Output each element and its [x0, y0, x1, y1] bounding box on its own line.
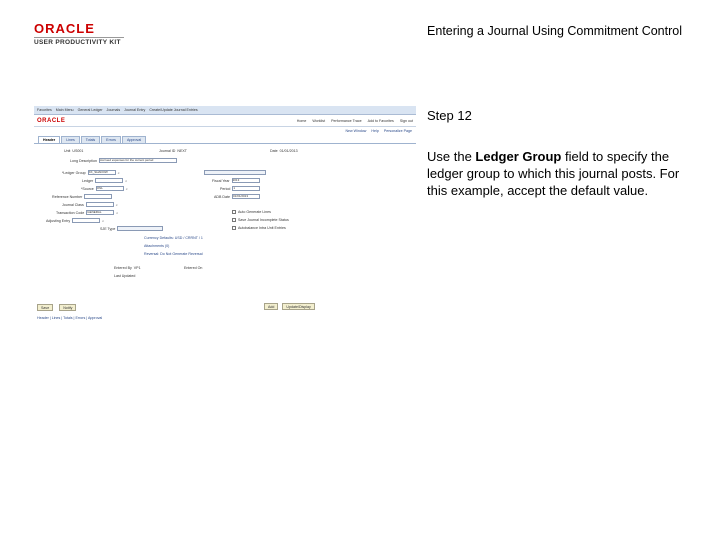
journal-class-label: Journal Class: [62, 202, 84, 207]
long-description-label: Long Description: [70, 158, 97, 163]
entered-by-value: VP1: [133, 266, 141, 270]
update-display-button[interactable]: Update/Display: [282, 303, 314, 310]
tab-approval[interactable]: Approval: [122, 136, 146, 143]
transaction-code-label: Transaction Code: [56, 210, 85, 215]
add-to-favorites-link[interactable]: Add to Favorites: [367, 118, 394, 123]
entered-by-field: [114, 266, 141, 270]
oracle-upk-logo: [34, 22, 124, 46]
tab-header[interactable]: Header: [38, 136, 60, 143]
sje-type-select[interactable]: [117, 226, 163, 231]
worklist-link[interactable]: Worklist: [312, 118, 326, 123]
reference-number-field: [52, 194, 112, 199]
help-link[interactable]: Help: [371, 129, 379, 133]
sje-type-field: [100, 226, 163, 231]
instruction-text-after: field to specify the ledger group to which this journal posts. For this example, accept the default value.: [427, 149, 680, 198]
ledger-label: Ledger: [82, 178, 94, 183]
adb-date-field: [214, 194, 260, 199]
sje-type-label: SJE Type: [100, 226, 116, 231]
sign-out-link[interactable]: Sign out: [399, 118, 413, 123]
unit-field: [64, 149, 83, 153]
unit-label: Unit: [64, 149, 71, 153]
breadcrumb: [34, 106, 416, 115]
journal-class-input[interactable]: [86, 202, 114, 207]
transaction-code-input[interactable]: GENERAL: [86, 210, 114, 215]
entered-by-label: Entered By: [114, 266, 132, 270]
tab-totals[interactable]: Totals: [81, 136, 100, 143]
ledger-group-select-field: [204, 170, 266, 175]
save-button[interactable]: Save: [37, 304, 53, 311]
header-panel: [34, 143, 416, 313]
application-screenshot: [34, 106, 416, 326]
adjusting-entry-field: [46, 218, 104, 223]
app-logo: ORACLE: [37, 117, 66, 124]
breadcrumb-item[interactable]: Journals: [106, 108, 121, 112]
source-label: *Source: [81, 186, 94, 191]
adb-date-label: ADB Date: [214, 194, 230, 199]
adb-date-input[interactable]: 01/01/2013: [232, 194, 260, 199]
header-links: [297, 119, 413, 123]
page-title: Entering a Journal Using Commitment Control: [427, 24, 682, 38]
fiscal-year-input[interactable]: 2013: [232, 178, 260, 183]
long-description-input[interactable]: Accrued expenses for the current period: [99, 158, 177, 163]
autobalance-checkbox[interactable]: [232, 226, 236, 230]
app-header: [34, 115, 416, 127]
reference-number-label: Reference Number: [52, 194, 83, 199]
logo-product: USER PRODUCTIVITY KIT: [34, 37, 124, 46]
tab-lines[interactable]: Lines: [61, 136, 80, 143]
save-incomplete-checkbox[interactable]: [232, 218, 236, 222]
page-links: [34, 127, 416, 135]
add-button[interactable]: Add: [264, 303, 278, 310]
tab-errors[interactable]: Errors: [101, 136, 121, 143]
journal-id-value: NEXT: [177, 149, 187, 153]
performance-trace-link[interactable]: Performance Trace: [331, 118, 362, 123]
button-bar-right: [264, 303, 315, 310]
option-auto-generate: [232, 210, 271, 214]
auto-generate-label: Auto Generate Lines: [238, 210, 271, 214]
entered-on-field: [184, 266, 202, 270]
source-field: [81, 186, 128, 191]
long-description-field: [70, 158, 177, 163]
ledger-field: [82, 178, 127, 183]
ledger-group-select[interactable]: [204, 170, 266, 175]
ledger-group-label: *Ledger Group: [62, 170, 86, 175]
instruction-text-before: Use the: [427, 149, 476, 164]
journal-id-label: Journal ID: [159, 149, 176, 153]
last-updated-field: [114, 274, 135, 278]
attachments-link[interactable]: Attachments (0): [144, 244, 170, 248]
adjusting-entry-label: Adjusting Entry: [46, 218, 71, 223]
ledger-group-field: [62, 170, 120, 175]
lookup-icon[interactable]: ⌕: [115, 202, 118, 207]
unit-value: US001: [72, 149, 84, 153]
breadcrumb-item[interactable]: General Ledger: [77, 108, 103, 112]
notify-button[interactable]: Notify: [59, 304, 76, 311]
fiscal-year-label: Fiscal Year: [212, 178, 230, 183]
lookup-icon[interactable]: ⌕: [125, 186, 128, 191]
ledger-group-input[interactable]: KK_SHADOW: [88, 170, 116, 175]
source-input[interactable]: ONL: [96, 186, 124, 191]
breadcrumb-item[interactable]: Favorites: [37, 108, 52, 112]
date-label: Date: [270, 149, 278, 153]
lookup-icon[interactable]: ⌕: [125, 178, 128, 183]
footer-tab-links[interactable]: Header | Lines | Totals | Errors | Approval: [37, 316, 103, 320]
reversal-link[interactable]: Reversal: Do Not Generate Reversal: [144, 252, 203, 256]
entered-on-label: Entered On: [184, 266, 203, 270]
personalize-page-link[interactable]: Personalize Page: [383, 129, 412, 133]
save-incomplete-label: Save Journal Incomplete Status: [238, 218, 289, 222]
new-window-link[interactable]: New Window: [345, 129, 367, 133]
journal-id-field: [159, 149, 187, 153]
breadcrumb-item[interactable]: Main Menu: [55, 108, 74, 112]
adjusting-entry-input[interactable]: [72, 218, 100, 223]
instruction-field-name: Ledger Group: [475, 149, 562, 164]
fiscal-year-field: [212, 178, 260, 183]
last-updated-label: Last Updated: [114, 274, 136, 278]
page-tabs: [34, 136, 416, 143]
currency-defaults-link[interactable]: Currency Defaults: USD / CRRNT / 1: [144, 236, 203, 240]
transaction-code-field: [56, 210, 118, 215]
auto-generate-checkbox[interactable]: [232, 210, 236, 214]
lookup-icon[interactable]: ⌕: [116, 210, 119, 215]
lookup-icon[interactable]: ⌕: [102, 218, 105, 223]
journal-class-field: [62, 202, 118, 207]
period-label: Period: [220, 186, 231, 191]
logo-brand: ORACLE: [34, 21, 95, 36]
autobalance-label: Autobalance Intra Unit Entries: [238, 226, 286, 230]
reference-number-input[interactable]: [84, 194, 112, 199]
step-number: Step 12: [427, 108, 472, 123]
breadcrumb-item[interactable]: Journal Entry: [124, 108, 146, 112]
option-autobalance: [232, 226, 286, 230]
breadcrumb-item[interactable]: Create/Update Journal Entries: [149, 108, 198, 112]
option-save-incomplete: [232, 218, 289, 222]
home-link[interactable]: Home: [296, 118, 307, 123]
date-field: [270, 149, 298, 153]
period-field: [220, 186, 260, 191]
step-instruction: [427, 148, 687, 199]
period-input[interactable]: 1: [232, 186, 260, 191]
lookup-icon[interactable]: ⌕: [117, 170, 120, 175]
date-value: 01/01/2013: [279, 149, 298, 153]
ledger-input[interactable]: [95, 178, 123, 183]
